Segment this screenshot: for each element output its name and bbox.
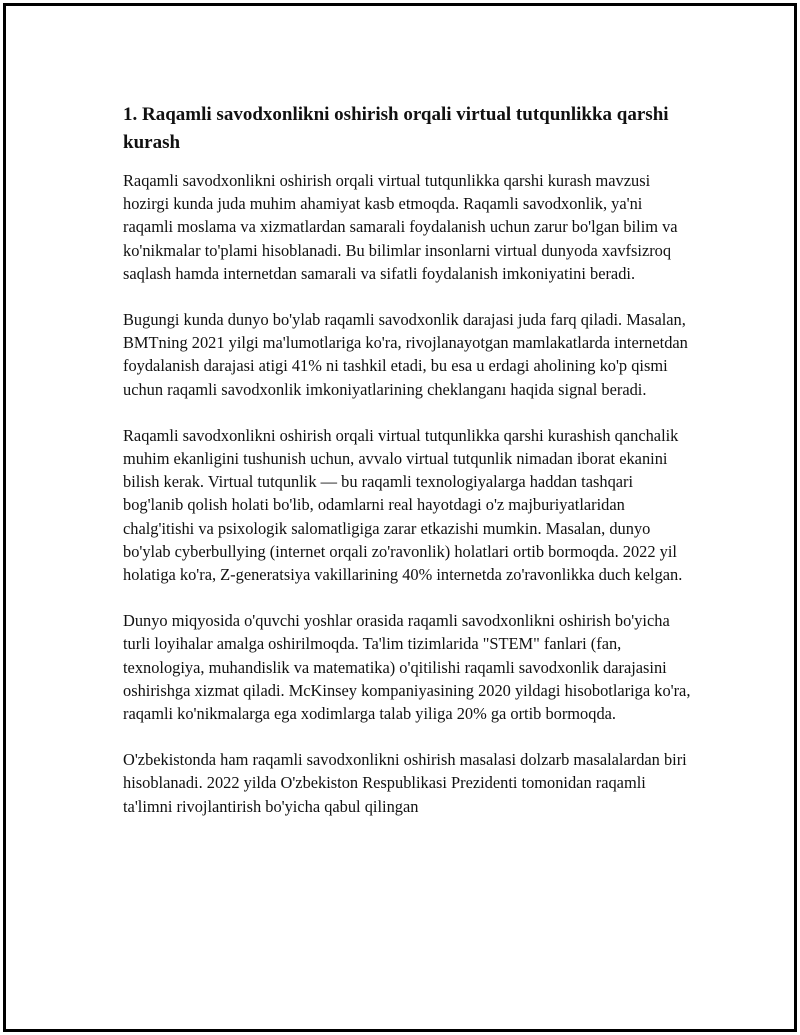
document-page	[3, 3, 797, 1032]
document-body	[123, 101, 693, 841]
section-heading: 1. Raqamli savodxonlikni oshirish orqali virtual tutqunlikka qarshi kurash	[123, 104, 669, 153]
paragraph-4: Dunyo miqyosida o'quvchi yoshlar orasida raqamli savodxonlikni oshirish bo'yicha turli loyihalar amalga oshirilmoqda. Ta'lim tizimlarida "STEM" fanlari (fan, texnologiya, muhandislik va matematika) o'qitilishi raqamli savodxonlik darajasini oshirishga xizmat qiladi. McKinsey kompaniyasining 2020 yildagi hisobotlariga ko'ra, raqamli ko'nikmalarga ega xodimlarga talab yiliga 20% ga ortib bormoqda.	[123, 611, 691, 724]
paragraph-1: Raqamli savodxonlikni oshirish orqali virtual tutqunlikka qarshi kurash mavzusi hozirgi kunda juda muhim ahamiyat kasb etmoqda. Raqamli savodxonlik, ya'ni raqamli moslama va xizmatlardan samarali foydalanish uchun zarur bo'lgan bilim va ko'nikmalar to'plami hisoblanadi. Bu bilimlar insonlarni virtual dunyoda xavfsizroq saqlash hamda internetdan samarali va sifatli foydalanish imkoniyatini beradi.	[123, 171, 678, 283]
paragraph-5: O'zbekistonda ham raqamli savodxonlikni oshirish masalasi dolzarb masalalardan biri hisoblanadi. 2022 yilda O'zbekiston Respublikasi Prezidenti tomonidan raqamli ta'limni rivojlantirish bo'yicha qabul qilingan	[123, 750, 687, 816]
paragraph-3: Raqamli savodxonlikni oshirish orqali virtual tutqunlikka qarshi kurashish qanchalik muhim ekanligini tushunish uchun, avvalo virtual tutqunlik nimadan iborat ekanini bilish kerak. Virtual tutqunlik — bu raqamli texnologiyalarga haddan tashqari bog'lanib qolish holati bo'lib, odamlarni real hayotdagi o'z majburiyatlaridan chalg'itishi va psixologik salomatligiga zarar etkazishi mumkin. Masalan, dunyo bo'ylab cyberbullying (internet orqali zo'ravonlik) holatlari ortib bormoqda. 2022 yil holatiga ko'ra, Z-generatsiya vakillarining 40% internetda zo'ravonlikka duch kelgan.	[123, 425, 683, 585]
paragraph-2: Bugungi kunda dunyo bo'ylab raqamli savodxonlik darajasi juda farq qiladi. Masalan, BMTning 2021 yilgi ma'lumotlariga ko'ra, rivojlanayotgan mamlakatlarda internetdan foydalanish darajasi atigi 41% ni tashkil etadi, bu esa u erdagi aholining ko'p qismi uchun raqamli savodxonlik imkoniyatlarining cheklanganı haqida signal beradi.	[123, 310, 688, 399]
